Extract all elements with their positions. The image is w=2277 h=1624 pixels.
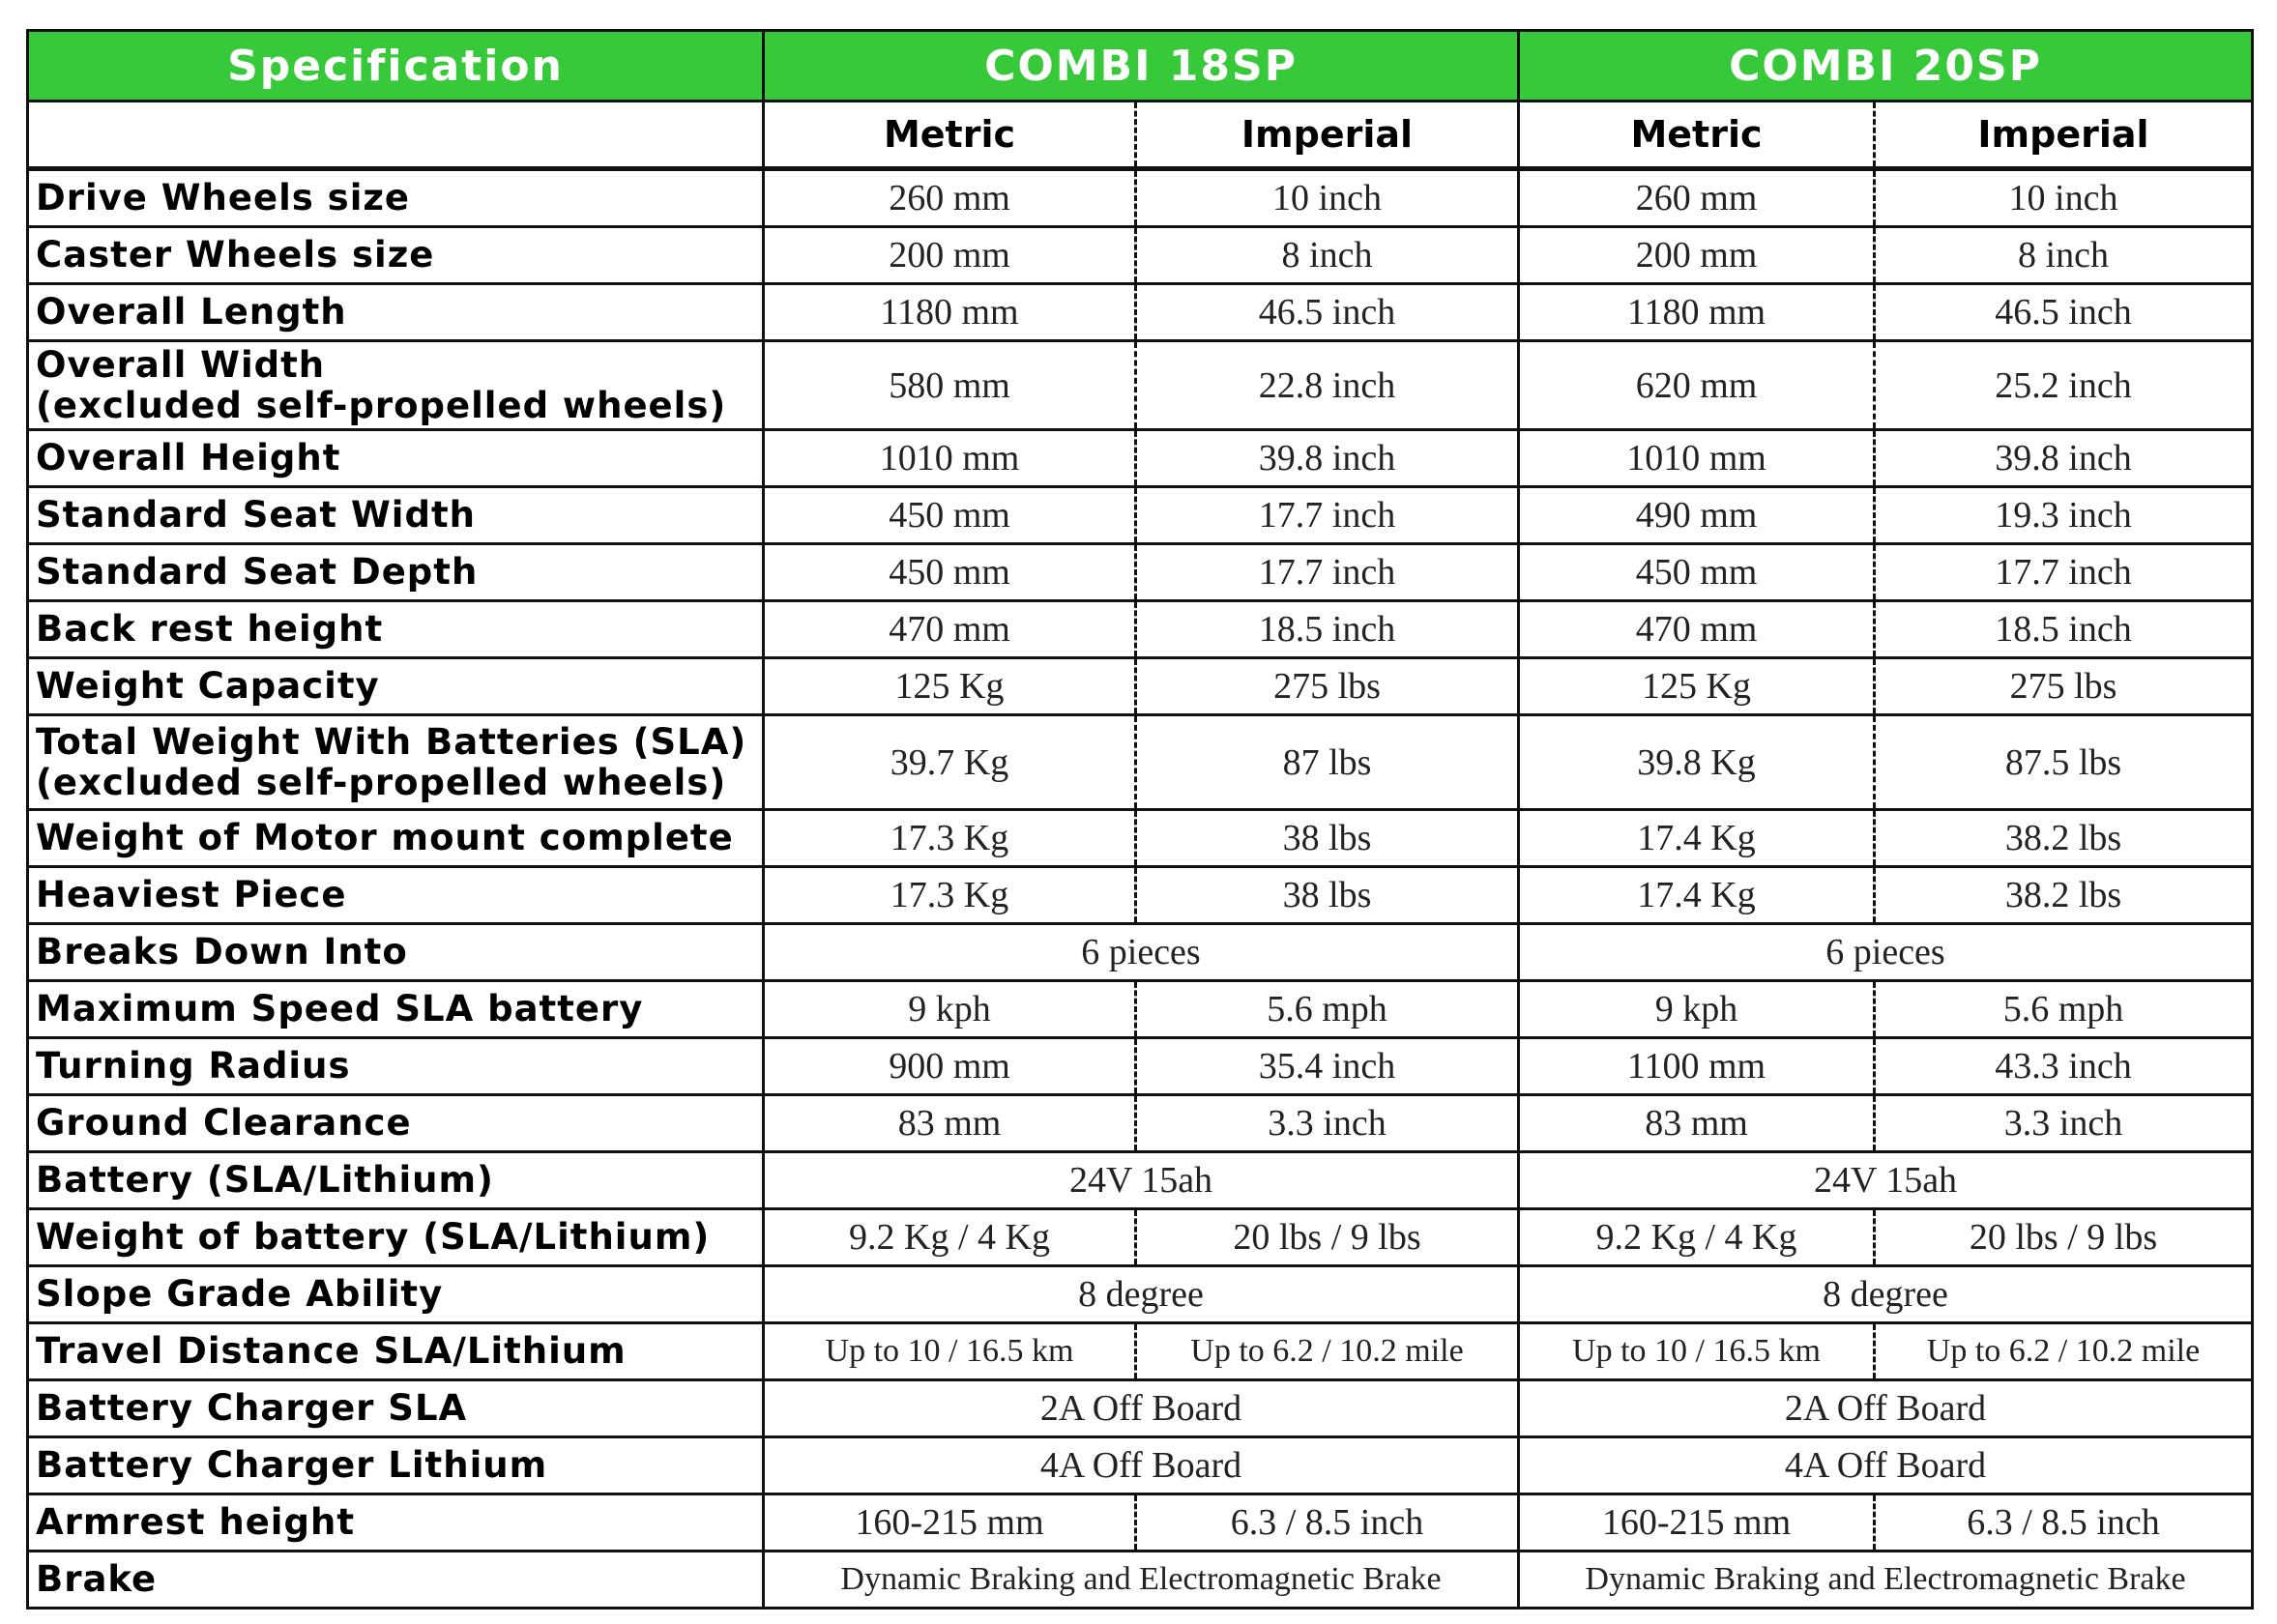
model-a-metric-value: 200 mm [764,227,1136,284]
spec-label-text: Travel Distance SLA/Lithium [36,1330,627,1372]
model-a-imperial-value: 38 lbs [1136,867,1519,924]
model-a-metric-value: 9 kph [764,981,1136,1038]
table-row [28,1095,2253,1152]
model-b-value: 24V 15ah [1519,1152,2253,1209]
model-b-imperial-value: 87.5 lbs [1875,715,2253,810]
spec-label [28,284,764,341]
spec-label [28,1380,764,1437]
model-b-imperial-value: 18.5 inch [1875,601,2253,658]
model-b-metric-value: 17.4 Kg [1519,810,1875,867]
table-row [28,924,2253,981]
model-b-metric-value: 1100 mm [1519,1038,1875,1095]
model-b-imperial-value: 25.2 inch [1875,341,2253,430]
table-row [28,227,2253,284]
table-row [28,601,2253,658]
model-b-metric-value: 9.2 Kg / 4 Kg [1519,1209,1875,1266]
model-a-metric-value: 17.3 Kg [764,867,1136,924]
table-row [28,867,2253,924]
model-a-imperial-value: 22.8 inch [1136,341,1519,430]
spec-label-note: (excluded self-propelled wheels) [36,761,727,803]
spec-label-text: Maximum Speed SLA battery [36,988,644,1030]
spec-label-text: Standard Seat Depth [36,551,479,593]
spec-label [28,169,764,227]
model-a-metric-value: 900 mm [764,1038,1136,1095]
model-a-metric-value: 1180 mm [764,284,1136,341]
model-b-metric-value: 1010 mm [1519,430,1875,487]
spec-label-text: Overall Width [36,343,326,386]
spec-label [28,867,764,924]
spec-label-text: Battery Charger Lithium [36,1444,548,1486]
table-row [28,981,2253,1038]
spec-label [28,1266,764,1323]
model-b-imperial-value: 275 lbs [1875,658,2253,715]
model-a-imperial-value: 275 lbs [1136,658,1519,715]
spec-label-text: Weight Capacity [36,665,380,707]
model-b-imperial-value: 43.3 inch [1875,1038,2253,1095]
table-row [28,715,2253,810]
model-b-imperial-value: 5.6 mph [1875,981,2253,1038]
spec-label-text: Weight of battery (SLA/Lithium) [36,1216,711,1258]
spec-label [28,544,764,601]
spec-label-text: Armrest height [36,1501,355,1543]
model-a-value: 24V 15ah [764,1152,1519,1209]
model-b-metric-value: 470 mm [1519,601,1875,658]
spec-label [28,715,764,810]
model-a-imperial-value: 39.8 inch [1136,430,1519,487]
spec-label-text: Ground Clearance [36,1102,412,1144]
model-b-metric-value: 260 mm [1519,169,1875,227]
table-row [28,544,2253,601]
model-a-imperial-value: 17.7 inch [1136,544,1519,601]
spec-label [28,1323,764,1380]
spec-label [28,430,764,487]
model-a-metric-value: 450 mm [764,487,1136,544]
table-row [28,284,2253,341]
model-a-imperial-value: 17.7 inch [1136,487,1519,544]
spec-label [28,601,764,658]
spec-label [28,227,764,284]
model-a-imperial-value: 87 lbs [1136,715,1519,810]
model-a-imperial-value: 35.4 inch [1136,1038,1519,1095]
model-b-imperial-value: 38.2 lbs [1875,867,2253,924]
spec-label [28,1552,764,1609]
model-b-metric-value: 9 kph [1519,981,1875,1038]
model-b-metric-header: Metric [1519,102,1875,169]
model-a-metric-value: 1010 mm [764,430,1136,487]
table-row [28,487,2253,544]
spec-label [28,810,764,867]
spec-label [28,487,764,544]
model-a-header: COMBI 18SP [764,31,1519,102]
specification-header: Specification [28,31,764,102]
model-a-metric-value: Up to 10 / 16.5 km [764,1323,1136,1380]
empty-header-cell [28,102,764,169]
model-b-metric-value: 450 mm [1519,544,1875,601]
spec-label [28,1494,764,1552]
model-b-imperial-value: 39.8 inch [1875,430,2253,487]
spec-label-text: Standard Seat Width [36,494,476,536]
model-b-imperial-value: 19.3 inch [1875,487,2253,544]
spec-label-text: Turning Radius [36,1045,351,1087]
table-row [28,1380,2253,1437]
model-a-imperial-value: 10 inch [1136,169,1519,227]
specification-table [26,29,2254,1610]
model-b-imperial-value: 20 lbs / 9 lbs [1875,1209,2253,1266]
model-a-metric-value: 580 mm [764,341,1136,430]
table-row [28,341,2253,430]
spec-label [28,1152,764,1209]
model-b-value: Dynamic Braking and Electromagnetic Brake [1519,1552,2253,1609]
model-a-value: 8 degree [764,1266,1519,1323]
table-row [28,1209,2253,1266]
model-a-imperial-value: 8 inch [1136,227,1519,284]
table-row [28,1437,2253,1494]
model-a-metric-value: 470 mm [764,601,1136,658]
spec-label-text: Heaviest Piece [36,874,347,915]
model-a-metric-value: 450 mm [764,544,1136,601]
model-b-imperial-header: Imperial [1875,102,2253,169]
model-a-value: 4A Off Board [764,1437,1519,1494]
model-b-metric-value: 160-215 mm [1519,1494,1875,1552]
model-b-imperial-value: Up to 6.2 / 10.2 mile [1875,1323,2253,1380]
model-b-value: 6 pieces [1519,924,2253,981]
model-a-metric-header: Metric [764,102,1136,169]
spec-label-text: Overall Height [36,437,341,478]
model-b-imperial-value: 3.3 inch [1875,1095,2253,1152]
model-b-metric-value: 39.8 Kg [1519,715,1875,810]
model-b-header: COMBI 20SP [1519,31,2253,102]
model-a-imperial-value: 38 lbs [1136,810,1519,867]
model-a-imperial-value: 18.5 inch [1136,601,1519,658]
model-a-metric-value: 160-215 mm [764,1494,1136,1552]
model-b-imperial-value: 8 inch [1875,227,2253,284]
model-b-metric-value: 17.4 Kg [1519,867,1875,924]
spec-label-text: Battery (SLA/Lithium) [36,1159,494,1201]
model-b-imperial-value: 38.2 lbs [1875,810,2253,867]
model-b-value: 4A Off Board [1519,1437,2253,1494]
table-row [28,1038,2253,1095]
model-a-metric-value: 9.2 Kg / 4 Kg [764,1209,1136,1266]
unit-header-row [28,102,2253,169]
spec-label-text: Slope Grade Ability [36,1273,444,1315]
model-b-value: 2A Off Board [1519,1380,2253,1437]
spec-label [28,1095,764,1152]
spec-label [28,981,764,1038]
model-a-metric-value: 125 Kg [764,658,1136,715]
model-a-metric-value: 17.3 Kg [764,810,1136,867]
table-row [28,169,2253,227]
spec-label-text: Battery Charger SLA [36,1387,468,1429]
specification-rows [28,169,2253,1609]
model-b-metric-value: 83 mm [1519,1095,1875,1152]
spec-label-text: Total Weight With Batteries (SLA) [36,720,747,763]
model-a-imperial-value: 20 lbs / 9 lbs [1136,1209,1519,1266]
table-row [28,1266,2253,1323]
model-a-metric-value: 39.7 Kg [764,715,1136,810]
header-row [28,31,2253,102]
table-row [28,1323,2253,1380]
model-a-imperial-value: 3.3 inch [1136,1095,1519,1152]
table-row [28,658,2253,715]
model-b-metric-value: 490 mm [1519,487,1875,544]
spec-label [28,924,764,981]
model-a-imperial-value: 46.5 inch [1136,284,1519,341]
model-a-imperial-value: 5.6 mph [1136,981,1519,1038]
table-row [28,1152,2253,1209]
model-b-metric-value: Up to 10 / 16.5 km [1519,1323,1875,1380]
spec-label-note: (excluded self-propelled wheels) [36,384,727,426]
model-b-metric-value: 1180 mm [1519,284,1875,341]
spec-label-text: Brake [36,1558,158,1600]
spec-label-text: Breaks Down Into [36,931,408,972]
model-b-imperial-value: 10 inch [1875,169,2253,227]
model-a-metric-value: 260 mm [764,169,1136,227]
spec-label-text: Overall Length [36,291,347,333]
spec-label-text: Caster Wheels size [36,234,435,276]
model-a-imperial-value: 6.3 / 8.5 inch [1136,1494,1519,1552]
model-b-imperial-value: 46.5 inch [1875,284,2253,341]
model-a-value: Dynamic Braking and Electromagnetic Brake [764,1552,1519,1609]
spec-label [28,1038,764,1095]
spec-label-text: Back rest height [36,608,384,650]
spec-label [28,341,764,430]
spec-label [28,658,764,715]
table-row [28,810,2253,867]
spec-label-text: Weight of Motor mount complete [36,817,734,858]
model-b-metric-value: 125 Kg [1519,658,1875,715]
model-a-imperial-value: Up to 6.2 / 10.2 mile [1136,1323,1519,1380]
spec-label [28,1437,764,1494]
spec-label-text: Drive Wheels size [36,177,410,218]
model-a-value: 2A Off Board [764,1380,1519,1437]
model-b-imperial-value: 6.3 / 8.5 inch [1875,1494,2253,1552]
spec-label [28,1209,764,1266]
model-b-value: 8 degree [1519,1266,2253,1323]
table-row [28,430,2253,487]
model-a-imperial-header: Imperial [1136,102,1519,169]
model-b-metric-value: 200 mm [1519,227,1875,284]
model-a-value: 6 pieces [764,924,1519,981]
model-a-metric-value: 83 mm [764,1095,1136,1152]
model-b-imperial-value: 17.7 inch [1875,544,2253,601]
table-row [28,1552,2253,1609]
model-b-metric-value: 620 mm [1519,341,1875,430]
table-row [28,1494,2253,1552]
